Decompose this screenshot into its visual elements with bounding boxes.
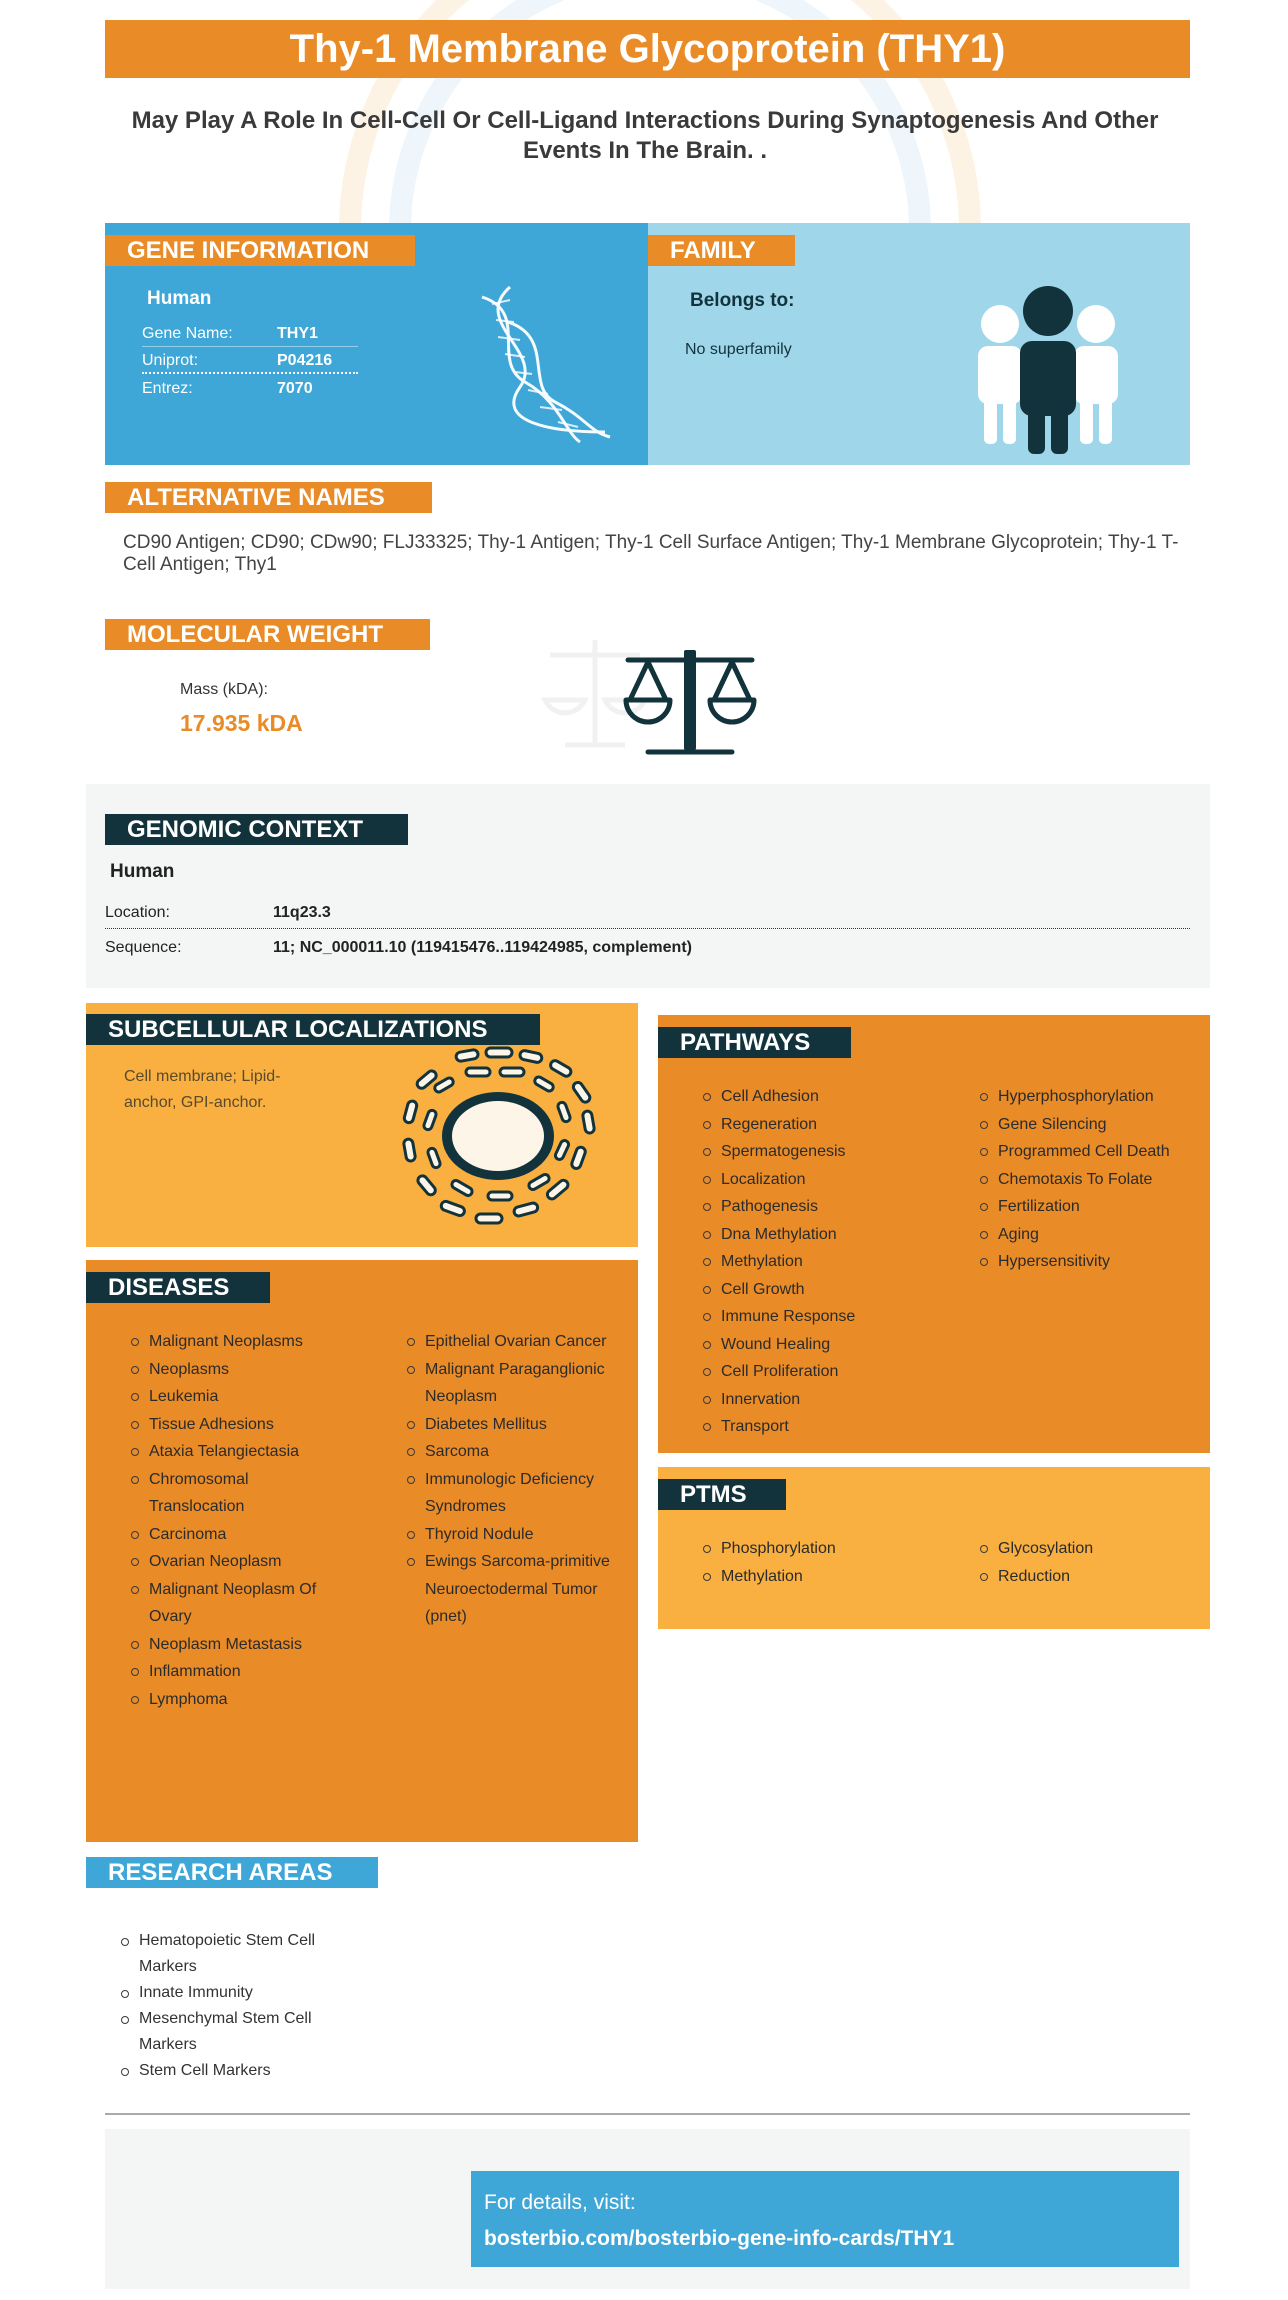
ptms-list-col1 (701, 1535, 961, 1590)
genomic-row (105, 931, 1190, 964)
genomic-label: Sequence: (105, 939, 182, 956)
alternative-names-heading: ALTERNATIVE NAMES (105, 482, 432, 513)
list-item: Localization (701, 1166, 961, 1194)
list-item: Tissue Adhesions (129, 1411, 339, 1439)
diseases-heading: DISEASES (86, 1272, 270, 1303)
list-item: Wound Healing (701, 1331, 961, 1359)
gene-info-row (142, 347, 358, 374)
list-item: Ewings Sarcoma-primitive Neuroectodermal Tumor (pnet) (405, 1548, 620, 1631)
list-item: Phosphorylation (701, 1535, 961, 1563)
genomic-value: 11q23.3 (273, 904, 331, 921)
gene-info-label: Gene Name: (142, 325, 233, 342)
family-belongs-label: Belongs to: (690, 290, 795, 311)
gene-species: Human (147, 288, 212, 309)
family-value: No superfamily (685, 341, 792, 358)
visit-link-box[interactable] (471, 2171, 1179, 2267)
list-item: Lymphoma (129, 1686, 339, 1714)
cell-membrane-icon (396, 1046, 606, 1236)
list-item: Thyroid Nodule (405, 1521, 620, 1549)
visit-url-link[interactable]: bosterbio.com/bosterbio-gene-info-cards/THY1 (484, 2227, 955, 2250)
list-item: Innate Immunity (119, 1980, 359, 2006)
list-item: Cell Proliferation (701, 1358, 961, 1386)
gene-info-row (142, 375, 358, 402)
list-item: Hematopoietic Stem Cell Markers (119, 1928, 359, 1980)
visit-label: For details, visit: (484, 2191, 636, 2214)
gene-info-label: Uniprot: (142, 352, 199, 369)
ptms-list-col2 (978, 1535, 1203, 1590)
list-item: Epithelial Ovarian Cancer (405, 1328, 620, 1356)
mass-label: Mass (kDA): (180, 681, 268, 698)
list-item: Pathogenesis (701, 1193, 961, 1221)
pathways-list-col2 (978, 1083, 1203, 1276)
pathways-list-col1 (701, 1083, 961, 1441)
diseases-list-col1 (129, 1328, 339, 1713)
list-item: Immunologic Deficiency Syndromes (405, 1466, 620, 1521)
list-item: Malignant Paraganglionic Neoplasm (405, 1356, 620, 1411)
list-item: Glycosylation (978, 1535, 1203, 1563)
balance-scale-icon (622, 648, 758, 760)
research-areas-heading: RESEARCH AREAS (86, 1857, 378, 1888)
subcellular-heading: SUBCELLULAR LOCALIZATIONS (86, 1014, 540, 1045)
list-item: Hypersensitivity (978, 1248, 1203, 1276)
list-item: Malignant Neoplasms (129, 1328, 339, 1356)
list-item: Reduction (978, 1563, 1203, 1591)
gene-info-label: Entrez: (142, 380, 193, 397)
list-item: Programmed Cell Death (978, 1138, 1203, 1166)
list-item: Hyperphosphorylation (978, 1083, 1203, 1111)
list-item: Carcinoma (129, 1521, 339, 1549)
mass-value: 17.935 kDA (180, 710, 303, 736)
list-item: Dna Methylation (701, 1221, 961, 1249)
page-subtitle: May Play A Role In Cell-Cell Or Cell-Ligand Interactions During Synaptogenesis And Other Events In The Brain. . (131, 107, 1159, 164)
list-item: Ataxia Telangiectasia (129, 1438, 339, 1466)
list-item: Cell Adhesion (701, 1083, 961, 1111)
family-people-icon (972, 286, 1124, 454)
list-item: Inflammation (129, 1658, 339, 1686)
list-item: Neoplasms (129, 1356, 339, 1384)
list-item: Gene Silencing (978, 1111, 1203, 1139)
list-item: Malignant Neoplasm Of Ovary (129, 1576, 339, 1631)
dna-icon (470, 282, 615, 447)
list-item: Spermatogenesis (701, 1138, 961, 1166)
diseases-list-col2 (405, 1328, 620, 1631)
list-item: Immune Response (701, 1303, 961, 1331)
molecular-weight-heading: MOLECULAR WEIGHT (105, 619, 430, 650)
alternative-names-text: CD90 Antigen; CD90; CDw90; FLJ33325; Thy-1 Antigen; Thy-1 Cell Surface Antigen; Thy-1 Membrane Glycoprotein; Thy-1 T-Cell Antigen; Thy1 (123, 532, 1179, 575)
list-item: Mesenchymal Stem Cell Markers (119, 2006, 359, 2058)
gene-information-heading: GENE INFORMATION (105, 235, 415, 266)
list-item: Transport (701, 1413, 961, 1441)
list-item: Ovarian Neoplasm (129, 1548, 339, 1576)
genomic-row (105, 896, 1190, 929)
list-item: Regeneration (701, 1111, 961, 1139)
genomic-label: Location: (105, 904, 170, 921)
list-item: Aging (978, 1221, 1203, 1249)
family-heading: FAMILY (648, 235, 795, 266)
list-item: Diabetes Mellitus (405, 1411, 620, 1439)
pathways-heading: PATHWAYS (658, 1027, 851, 1058)
gene-info-value: P04216 (277, 352, 333, 369)
list-item: Innervation (701, 1386, 961, 1414)
list-item: Methylation (701, 1563, 961, 1591)
footer-divider (105, 2113, 1190, 2115)
genomic-context-heading: GENOMIC CONTEXT (105, 814, 408, 845)
subcellular-text: Cell membrane; Lipid-anchor, GPI-anchor. (124, 1068, 281, 1111)
genomic-value: 11; NC_000011.10 (119415476..119424985, complement) (273, 939, 692, 956)
list-item: Neoplasm Metastasis (129, 1631, 339, 1659)
ptms-heading: PTMS (658, 1479, 786, 1510)
list-item: Leukemia (129, 1383, 339, 1411)
genomic-species: Human (110, 861, 175, 882)
list-item: Chemotaxis To Folate (978, 1166, 1203, 1194)
list-item: Cell Growth (701, 1276, 961, 1304)
page-title: Thy-1 Membrane Glycoprotein (THY1) (105, 20, 1190, 78)
list-item: Chromosomal Translocation (129, 1466, 339, 1521)
gene-info-row (142, 320, 358, 347)
list-item: Fertilization (978, 1193, 1203, 1221)
gene-info-value: 7070 (277, 380, 313, 397)
list-item: Sarcoma (405, 1438, 620, 1466)
list-item: Methylation (701, 1248, 961, 1276)
list-item: Stem Cell Markers (119, 2058, 359, 2084)
gene-info-value: THY1 (277, 325, 318, 342)
research-areas-list (119, 1928, 359, 2084)
